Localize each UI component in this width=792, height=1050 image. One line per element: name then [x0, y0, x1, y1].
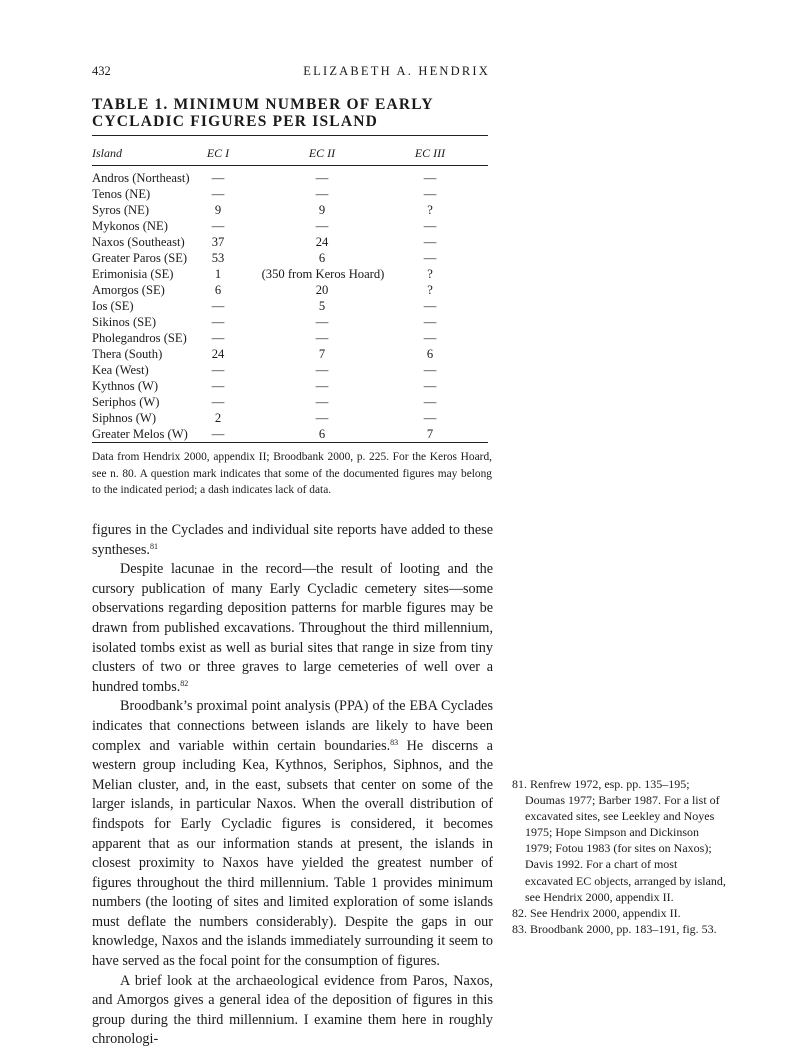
ec2-cell: 7 — [318, 347, 326, 361]
table-title: TABLE 1. MINIMUM NUMBER OF EARLY CYCLADIC FIGURES PER ISLAND — [92, 96, 434, 130]
ec2-cell: 24 — [315, 235, 329, 249]
ec1-cell: — — [211, 187, 225, 201]
ec2-cell: 20 — [315, 283, 329, 297]
ec1-cell: 2 — [214, 411, 222, 425]
column-header-ec2: EC II — [308, 146, 336, 160]
island-cell: Ios (SE) — [92, 299, 134, 313]
footnote: 83. Broodbank 2000, pp. 183–191, fig. 53. — [512, 921, 717, 936]
ec3-cell: — — [423, 315, 437, 329]
ec2-cell: 9 — [318, 203, 326, 217]
island-cell: Thera (South) — [92, 347, 163, 361]
table-row — [0, 363, 792, 379]
table-row — [0, 427, 792, 443]
ec1-cell: — — [211, 363, 225, 377]
table-row — [0, 395, 792, 411]
ec2-cell: — — [315, 219, 329, 233]
table-row — [0, 251, 792, 267]
ec2-cell: 6 — [318, 427, 326, 441]
column-header-island: Island — [92, 146, 122, 160]
ec3-cell: — — [423, 395, 437, 409]
ec1-cell: 1 — [214, 267, 222, 281]
body-paragraph — [92, 697, 493, 971]
ec3-cell: 7 — [426, 427, 434, 441]
ec2-cell: — — [315, 315, 329, 329]
ec3-cell: — — [423, 331, 437, 345]
paragraph-text: Broodbank’s proximal point analysis (PPA) of the EBA Cyclades indicates that connections between islands are likely to have been complex and variable within certain boundaries. — [92, 698, 493, 754]
island-cell: Syros (NE) — [92, 203, 150, 217]
table-row — [0, 331, 792, 347]
body-paragraph — [92, 521, 493, 560]
ec2-cell: — — [315, 379, 329, 393]
ec3-cell: ? — [427, 203, 433, 217]
ec3-cell: ? — [427, 267, 433, 281]
island-cell: Greater Paros (SE) — [92, 251, 188, 265]
ec1-cell: — — [211, 299, 225, 313]
running-head-author: ELIZABETH A. HENDRIX — [303, 64, 490, 78]
table-row — [0, 315, 792, 331]
paragraph-text: He discerns a western group including Kea, Kythnos, Seriphos, Siphnos, and the Melian cluster, and, in the east, subsets that center on some of the larger islands, in particular Naxos. When the overall distribution of findspots for Early Cycladic figures is considered, it becomes apparent that as our information stands at present, the islands in closest proximity to Naxos have yielded the greatest number of figures throughout the third millennium. Table 1 provides minimum numbers (the looting of sites and limited exploration of some islands must deflate the numbers considerably). Despite the gaps in our knowledge, Naxos and the islands immediately surrounding it seem to have served as the focal point for the consumption of figures. — [92, 737, 493, 970]
footnotes — [512, 776, 726, 937]
ec2-cell: — — [315, 363, 329, 377]
page-number: 432 — [92, 64, 111, 78]
ec1-cell: 9 — [214, 203, 222, 217]
table-bottom-rule — [92, 442, 488, 443]
ec3-cell: — — [423, 235, 437, 249]
island-cell: Erimonisia (SE) — [92, 267, 174, 281]
ec3-cell: — — [423, 187, 437, 201]
ec2-cell: 6 — [318, 251, 326, 265]
ec3-cell: 6 — [426, 347, 434, 361]
paragraph-text: Despite lacunae in the record—the result of looting and the cursory publication of many Early Cycladic cemetery sites—some observations regarding deposition patterns for marble figures may be drawn from published excavations. Throughout the third millennium, isolated tombs exist as well as burial sites that range in size from tiny clusters of two or three graves to large cemeteries of well over a hundred tombs. — [92, 561, 493, 695]
island-cell: Pholegandros (SE) — [92, 331, 187, 345]
island-cell: Seriphos (W) — [92, 395, 160, 409]
body-paragraph — [92, 560, 493, 697]
ec2-keros-hoard-note: (350 from Keros Hoard) — [261, 267, 385, 281]
ec3-cell: ? — [427, 283, 433, 297]
ec2-cell: 5 — [318, 299, 326, 313]
footnote-ref: 82 — [180, 678, 189, 688]
table-row — [0, 203, 792, 219]
paragraph-text: figures in the Cyclades and individual site reports have added to these syntheses. — [92, 522, 493, 558]
column-header-ec3: EC III — [414, 146, 446, 160]
table-row — [0, 267, 792, 283]
ec2-cell: — — [315, 331, 329, 345]
island-cell: Naxos (Southeast) — [92, 235, 185, 249]
table-row — [0, 187, 792, 203]
ec1-cell: 37 — [211, 235, 225, 249]
ec1-cell: — — [211, 379, 225, 393]
table-row — [0, 379, 792, 395]
ec2-cell: — — [315, 187, 329, 201]
island-cell: Amorgos (SE) — [92, 283, 165, 297]
island-cell: Sikinos (SE) — [92, 315, 157, 329]
ec1-cell: — — [211, 395, 225, 409]
ec2-cell: — — [315, 171, 329, 185]
table-row — [0, 219, 792, 235]
ec1-cell: — — [211, 427, 225, 441]
ec1-cell: 6 — [214, 283, 222, 297]
island-cell: Kea (West) — [92, 363, 149, 377]
footnote-ref: 81 — [149, 541, 158, 551]
table-row — [0, 235, 792, 251]
table-row — [0, 171, 792, 187]
ec3-cell: — — [423, 299, 437, 313]
ec3-cell: — — [423, 251, 437, 265]
column-header-ec1: EC I — [206, 146, 230, 160]
ec3-cell: — — [423, 219, 437, 233]
footnote: 81. Renfrew 1972, esp. pp. 135–195; Doumas 1977; Barber 1987. For a list of excavated sites, see Leekley and Noyes 1975; Hope Simpson and Dickinson 1979; Fotou 1983 (for sites on Naxos); Davis 1992. For a chart of most excavated EC objects, arranged by island, see Hendrix 2000, appendix II. — [512, 777, 726, 904]
footnote: 82. See Hendrix 2000, appendix II. — [512, 905, 681, 920]
table-header-rule — [92, 165, 488, 166]
table-row — [0, 411, 792, 427]
table-note: Data from Hendrix 2000, appendix II; Broodbank 2000, p. 225. For the Keros Hoard, see n. 80. A question mark indicates that some of the documented figures may belong to the indicated period; a dash indicates lack of data. — [92, 451, 492, 496]
ec2-cell: — — [315, 411, 329, 425]
ec1-cell: — — [211, 171, 225, 185]
footnote-ref: 83 — [390, 737, 399, 747]
ec1-cell: 53 — [211, 251, 225, 265]
island-cell: Siphnos (W) — [92, 411, 157, 425]
ec3-cell: — — [423, 363, 437, 377]
ec1-cell: — — [211, 315, 225, 329]
ec3-cell: — — [423, 411, 437, 425]
island-cell: Tenos (NE) — [92, 187, 151, 201]
island-cell: Greater Melos (W) — [92, 427, 188, 441]
ec3-cell: — — [423, 171, 437, 185]
ec2-cell: — — [315, 395, 329, 409]
body-paragraph: A brief look at the archaeological evidence from Paros, Naxos, and Amorgos gives a general idea of the deposition of figures in this group during the third millennium. I examine them here in roughly chronologi- — [92, 972, 493, 1048]
ec1-cell: — — [211, 219, 225, 233]
table-top-rule — [92, 135, 488, 136]
island-cell: Andros (Northeast) — [92, 171, 190, 185]
island-cell: Mykonos (NE) — [92, 219, 168, 233]
body-text — [92, 521, 493, 1050]
table-row — [0, 347, 792, 363]
table-row — [0, 299, 792, 315]
ec1-cell: — — [211, 331, 225, 345]
island-cell: Kythnos (W) — [92, 379, 159, 393]
table-row — [0, 283, 792, 299]
ec3-cell: — — [423, 379, 437, 393]
ec1-cell: 24 — [211, 347, 225, 361]
